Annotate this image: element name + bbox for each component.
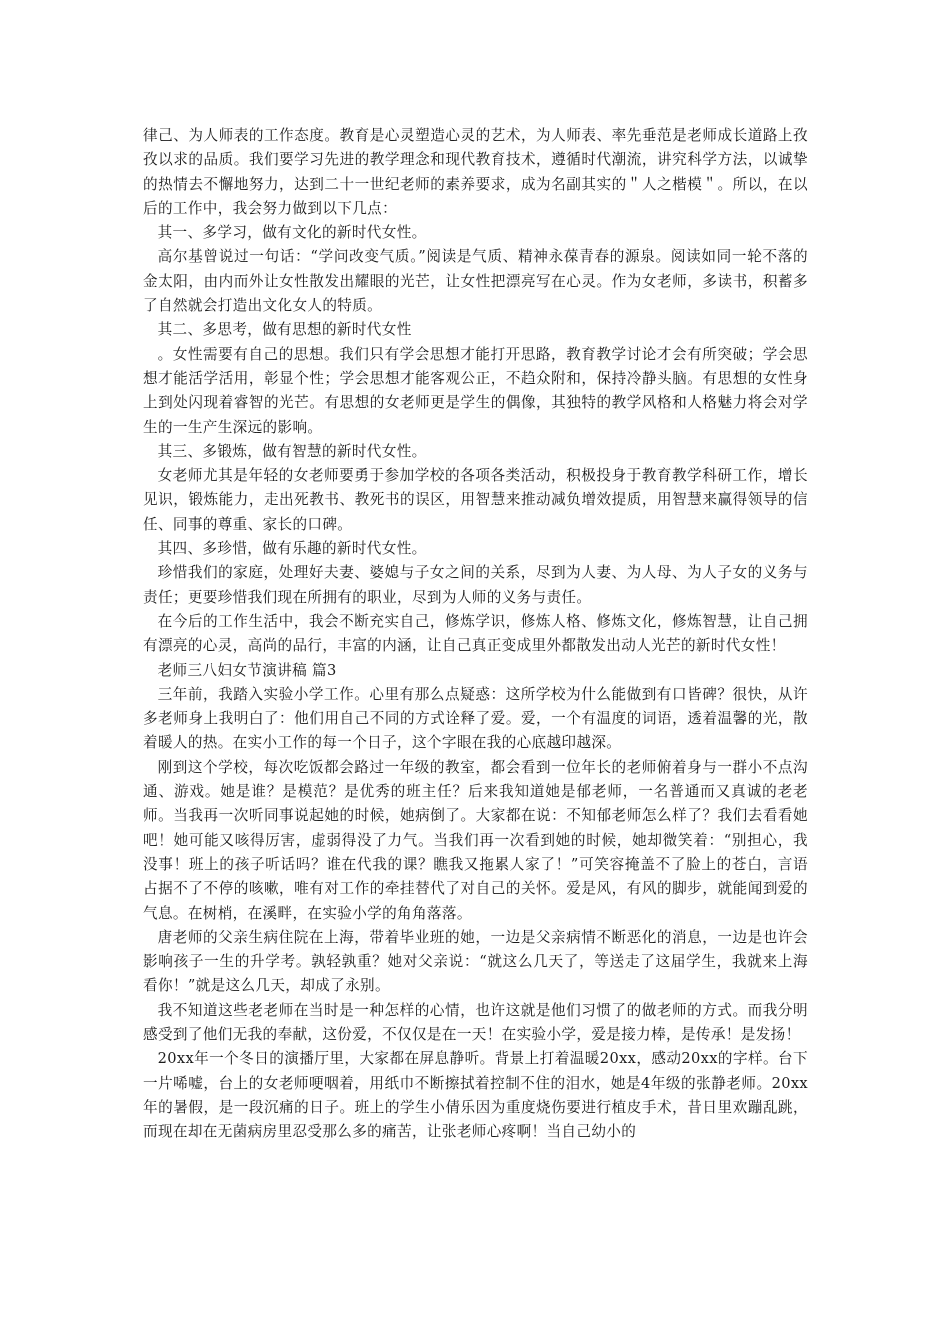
- paragraph-9: 唐老师的父亲生病住院在上海，带着毕业班的她，一边是父亲病情不断恶化的消息，一边是也许会影响孩子一生的升学考。孰轻孰重？她对父亲说：“就这么几天了，等送走了这届学生，我就来上海看你！”就是这么几天，却成了永别。: [143, 928, 808, 995]
- section-heading-3: 其三、多锻炼，做有智慧的新时代女性。: [157, 442, 427, 460]
- paragraph-5: 珍惜我们的家庭，处理好夫妻、婆媳与子女之间的关系，尽到为人妻、为人母、为人子女的义务与责任；更要珍惜我们现在所拥有的职业，尽到为人师的义务与责任。: [143, 564, 808, 606]
- section-heading-2: 其二、多思考，做有思想的新时代女性: [157, 321, 412, 339]
- paragraph-6: 在今后的工作生活中，我会不断充实自己，修炼学识，修炼人格、修炼文化，修炼智慧，让自己拥有漂亮的心灵，高尚的品行，丰富的内涵，让自己真正变成里外都散发出动人光芒的新时代女性！: [143, 612, 808, 655]
- paragraph-4: 女老师尤其是年轻的女老师要勇于参加学校的各项各类活动，积极投身于教育教学科研工作，增长见识，锻炼能力，走出死教书、教死书的误区，用智慧来推动减负增效提质，用智慧来赢得领导的信任、同事的尊重、家长的口碑。: [143, 467, 808, 533]
- paragraph-7: 三年前，我踏入实验小学工作。心里有那么点疑惑：这所学校为什么能做到有口皆碑？很快，从许多老师身上我明白了：他们用自己不同的方式诠释了爱。爱，一个有温度的词语，透着温馨的光，散着暖人的热。在实小工作的每一个日子，这个字眼在我的心底越印越深。: [143, 685, 808, 752]
- paragraph-10: 我不知道这些老老师在当时是一种怎样的心情，也许这就是他们习惯了的做老师的方式。而我分明感受到了他们无我的奉献，这份爱，不仅仅是在一天！在实验小学，爱是接力棒，是传承！是发扬！: [143, 1001, 808, 1043]
- section-heading-1: 其一、多学习，做有文化的新时代女性。: [157, 224, 427, 242]
- document-body: [143, 124, 808, 1144]
- paragraph-8: 刚到这个学校，每次吃饭都会路过一年级的教室，都会看到一位年长的老师俯着身与一群小不点沟通、游戏。她是谁？是模范？是优秀的班主任？后来我知道她是郁老师，一名普通而又真诚的老老师。当我再一次听同事说起她的时候，她病倒了。大家都在说：不知郁老师怎么样了？我们去看看她吧！她可能又咳得厉害，虚弱得没了力气。当我们再一次看到她的时候，她却微笑着：“别担心，我没事！班上的孩子听话吗？谁在代我的课？瞧我又拖累人家了！”可笑容掩盖不了脸上的苍白，言语占据不了不停的咳嗽，唯有对工作的牵挂替代了对自己的关怀。爱是风，有风的脚步，就能闻到爱的气息。在树梢，在溪畔，在实验小学的角角落落。: [143, 758, 808, 922]
- article-title: 老师三八妇女节演讲稿 篇3: [157, 661, 337, 679]
- paragraph-1: 律己、为人师表的工作态度。教育是心灵塑造心灵的艺术，为人师表、率先垂范是老师成长道路上孜孜以求的品质。我们要学习先进的教学理念和现代教育技术，遵循时代潮流，讲究科学方法，以诚挚的热情去不懈地努力，达到二十一世纪老师的素养要求，成为名副其实的＂人之楷模＂。所以，在以后的工作中，我会努力做到以下几点：: [143, 127, 808, 217]
- paragraph-2: 高尔基曾说过一句话：“学问改变气质。”阅读是气质、精神永葆青春的源泉。阅读如同一轮不落的金太阳，由内而外让女性散发出耀眼的光芒，让女性把漂亮写在心灵。作为女老师，多读书，积蓄多了自然就会打造出文化女人的特质。: [143, 248, 808, 315]
- paragraph-11: 20xx年一个冬日的演播厅里，大家都在屏息静听。背景上打着温暖20xx，感动20xx的字样。台下一片唏嘘，台上的女老师哽咽着，用纸巾不断擦拭着控制不住的泪水，她是4年级的张静老师。20xx年的暑假，是一段沉痛的日子。班上的学生小倩乐因为重度烧伤要进行植皮手术，昔日里欢蹦乱跳，而现在却在无菌病房里忍受那么多的痛苦，让张老师心疼啊！当自己幼小的: [143, 1050, 808, 1141]
- section-heading-4: 其四、多珍惜，做有乐趣的新时代女性。: [157, 540, 427, 558]
- paragraph-3: 。女性需要有自己的思想。我们只有学会思想才能打开思路，教育教学讨论才会有所突破；学会思想才能活学活用，彰显个性；学会思想才能客观公正，不趋众附和，保持冷静头脑。有思想的女性身上到处闪现着睿智的光芒。有思想的女老师更是学生的偶像，其独特的教学风格和人格魅力将会对学生的一生产生深远的影响。: [143, 345, 808, 436]
